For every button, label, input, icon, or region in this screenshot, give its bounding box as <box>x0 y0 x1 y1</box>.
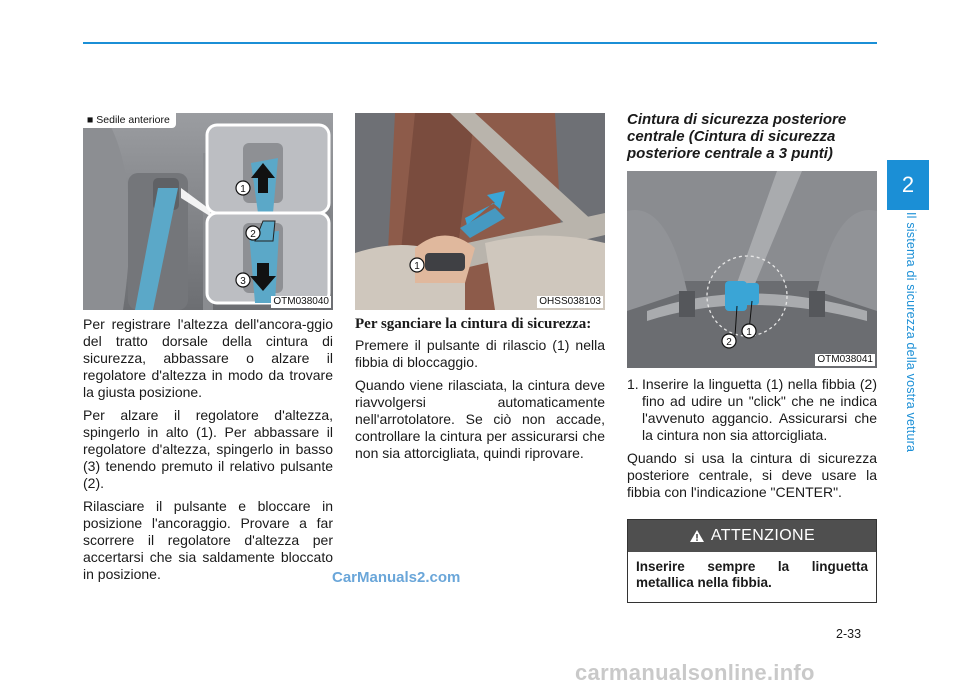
callout-1: 1 <box>240 184 246 195</box>
figure-code: OTM038040 <box>273 296 329 307</box>
figure-code: OHSS038103 <box>539 296 601 307</box>
buckle-release-illustration <box>355 113 605 310</box>
callout-3: 3 <box>240 276 246 287</box>
warning-icon <box>689 529 705 543</box>
figure-code: OTM038041 <box>817 354 873 365</box>
warning-box <box>627 519 877 603</box>
section-heading: Per sganciare la cintura di sicurezza: <box>355 316 592 332</box>
header-rule <box>83 42 877 44</box>
list-item <box>627 376 877 444</box>
rear-center-belt-illustration <box>627 171 877 368</box>
watermark-link[interactable]: CarManuals2.com <box>332 569 461 586</box>
callout-1: 1 <box>414 261 420 272</box>
paragraph: Per alzare il regolatore d'altezza, spingerlo in alto (1). Per abbassare il regolatore d'altezza, spingerlo in basso (3) tenendo premuto il relativo pulsante (2). <box>83 407 333 491</box>
footer-watermark: carmanualsonline.info <box>575 660 815 685</box>
column-3-heading <box>627 111 877 162</box>
section-heading: Cintura di sicurezza posteriore centrale (Cintura di sicurezza posteriore centrale a 3 punti) <box>627 111 847 162</box>
figure-front-seat-height-adjuster <box>83 113 333 310</box>
callout-2: 2 <box>726 337 732 348</box>
warning-text: Inserire sempre la linguetta metallica nella fibbia. <box>636 559 868 590</box>
paragraph: Quando si usa la cintura di sicurezza posteriore centrale, si deve usare la fibbia con l'indicazione "CENTER". <box>627 450 877 500</box>
callout-1: 1 <box>746 327 752 338</box>
front-seat-illustration <box>83 113 333 310</box>
figure-rear-center-belt <box>627 171 877 368</box>
step-text: Inserire la linguetta (1) nella fibbia (2) fino ad udire un "click" che ne indica l'avvenuto aggancio. Assicurarsi che la cintura non sia attorcigliata. <box>642 376 877 443</box>
paragraph: Quando viene rilasciata, la cintura deve riavvolgersi automaticamente nell'arrotolatore. Se ciò non accade, controllare la cintura per assicurarsi che non sia attorcigliata, quindi riprovare. <box>355 377 605 461</box>
chapter-title: Il sistema di sicurezza della vostra vettura <box>904 212 918 453</box>
page-number: 2-33 <box>836 627 862 641</box>
chapter-number-tab: 2 <box>887 160 929 210</box>
column-3-text <box>627 376 877 507</box>
warning-header <box>628 520 876 552</box>
paragraph: Premere il pulsante di rilascio (1) nella fibbia di bloccaggio. <box>355 337 605 370</box>
warning-title: ATTENZIONE <box>710 527 816 544</box>
paragraph: Rilasciare il pulsante e bloccare in posizione l'ancoraggio. Provare a far scorrere il regolatore d'altezza per accertarsi che sia saldamente bloccato in posizione. <box>83 498 333 582</box>
figure-tag: ■ Sedile anteriore <box>83 113 176 128</box>
column-2-text <box>355 316 605 468</box>
paragraph: Per registrare l'altezza dell'ancora-ggio del tratto dorsale della cintura di sicurezza, abbassare o alzare il regolatore d'altezza in modo da trovare la giusta posizione. <box>83 316 333 400</box>
step-number: 1. <box>627 376 639 392</box>
callout-2: 2 <box>250 229 256 240</box>
column-1-text <box>83 316 333 589</box>
figure-buckle-release <box>355 113 605 310</box>
